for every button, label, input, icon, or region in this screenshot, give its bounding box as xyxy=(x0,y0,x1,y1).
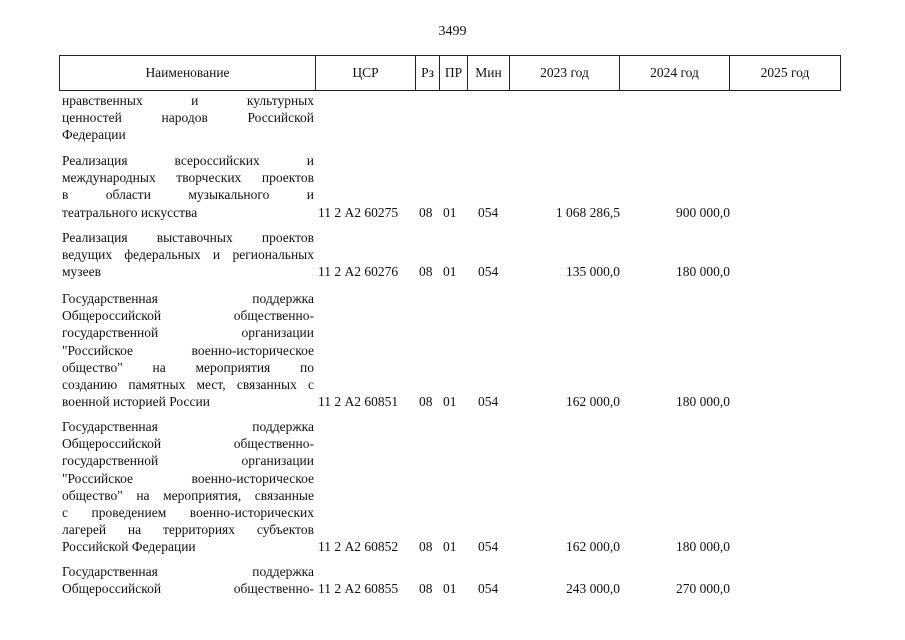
row-name-line: Реализация выставочных проектов xyxy=(62,230,314,245)
ministry-code: 054 xyxy=(478,539,499,555)
section-code: 08 xyxy=(419,394,433,410)
row-name-line: с проведением военно-исторических xyxy=(62,505,314,521)
ministry-code: 054 xyxy=(478,264,499,280)
subsection-code: 01 xyxy=(443,581,457,597)
amount-2024: 900 000,0 xyxy=(676,204,730,220)
csr-code: 11 2 А2 60275 xyxy=(318,204,399,220)
row-name-line: ведущих федеральных и региональных xyxy=(62,247,314,263)
section-code: 08 xyxy=(419,264,433,280)
row-name-line: созданию памятных мест, связанных с xyxy=(62,377,314,393)
row-name-line: Общероссийской общественно- xyxy=(62,308,314,324)
amount-2023: 162 000,0 xyxy=(566,539,620,555)
amount-2024: 180 000,0 xyxy=(676,394,730,410)
row-name xyxy=(62,152,314,221)
ministry-code: 054 xyxy=(478,394,499,410)
header-2024: 2024 год xyxy=(620,56,730,90)
row-name-line: в области музыкального и xyxy=(62,187,314,203)
amount-2023: 243 000,0 xyxy=(566,581,620,597)
csr-code: 11 2 А2 60276 xyxy=(318,264,399,280)
row-name-line: нравственных и культурных xyxy=(62,93,314,108)
row-name-line: международных творческих проектов xyxy=(62,170,314,186)
subsection-code: 01 xyxy=(443,204,457,220)
row-name-line: Государственная поддержка xyxy=(62,419,314,434)
page-number: 3499 xyxy=(438,24,467,39)
section-code: 08 xyxy=(419,204,433,220)
csr-code: 11 2 А2 60852 xyxy=(318,539,399,555)
amount-2024: 270 000,0 xyxy=(676,581,730,597)
amount-2023: 135 000,0 xyxy=(566,264,620,280)
header-pr: ПР xyxy=(440,56,468,90)
row-name-line: государственной организации xyxy=(62,453,314,469)
header-csr: ЦСР xyxy=(316,56,416,90)
subsection-code: 01 xyxy=(443,539,457,555)
csr-code: 11 2 А2 60855 xyxy=(318,581,399,597)
row-name xyxy=(62,92,314,144)
row-name-line: Государственная поддержка xyxy=(62,291,314,306)
row-name-line: лагерей на территориях субъектов xyxy=(62,522,314,538)
row-name-line: Федерации xyxy=(62,127,126,143)
row-name xyxy=(62,229,314,281)
row-name-line: Реализация всероссийских и xyxy=(62,153,314,168)
amount-2024: 180 000,0 xyxy=(676,264,730,280)
row-name-line: общество" на мероприятия, связанные xyxy=(62,487,314,503)
csr-code: 11 2 А2 60851 xyxy=(318,394,399,410)
row-name-line: Общероссийской общественно- xyxy=(62,436,314,452)
header-name: Наименование xyxy=(60,56,316,90)
row-name-line: общество" на мероприятия по xyxy=(62,359,314,375)
row-name xyxy=(62,418,314,556)
ministry-code: 054 xyxy=(478,581,499,597)
amount-2023: 162 000,0 xyxy=(566,394,620,410)
header-2023: 2023 год xyxy=(510,56,620,90)
row-name-line: военной историей России xyxy=(62,394,210,410)
row-name-line: Российской Федерации xyxy=(62,539,196,555)
section-code: 08 xyxy=(419,581,433,597)
section-code: 08 xyxy=(419,539,433,555)
ministry-code: 054 xyxy=(478,204,499,220)
amount-2023: 1 068 286,5 xyxy=(555,204,620,220)
header-min: Мин xyxy=(468,56,510,90)
header-rz: Рз xyxy=(416,56,440,90)
subsection-code: 01 xyxy=(443,264,457,280)
amount-2024: 180 000,0 xyxy=(676,539,730,555)
row-name xyxy=(62,290,314,410)
row-name-line: "Российское военно-историческое xyxy=(62,470,314,486)
table-header xyxy=(59,55,841,91)
row-name xyxy=(62,563,314,597)
row-name-line: ценностей народов Российской xyxy=(62,110,314,126)
header-2025: 2025 год xyxy=(760,65,810,80)
row-name-line: государственной организации xyxy=(62,325,314,341)
row-name-line: музеев xyxy=(62,264,101,280)
row-name-line: театрального искусства xyxy=(62,204,198,220)
subsection-code: 01 xyxy=(443,394,457,410)
row-name-line: "Российское военно-историческое xyxy=(62,342,314,358)
row-name-line: Государственная поддержка xyxy=(62,564,314,579)
row-name-line: Общероссийской общественно- xyxy=(62,581,314,597)
